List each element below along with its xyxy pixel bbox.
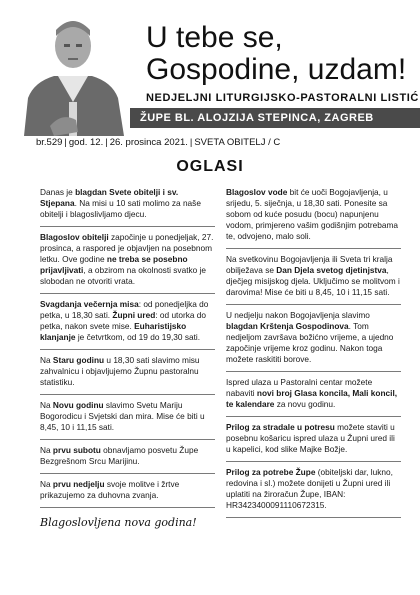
announcement-text — [40, 232, 215, 287]
announcement-text-part: u 18,30 sati slavimo misu zahvalnicu i objavljujemo Župnu pastoralnu statistiku. — [40, 355, 200, 387]
masthead — [0, 0, 420, 158]
announcement-block — [226, 305, 401, 372]
left-announcements — [40, 182, 215, 508]
announcement-block — [226, 182, 401, 249]
announcement-text-part: Na — [40, 400, 53, 410]
right-column — [226, 182, 401, 518]
announcement-text-part: : od ponedjeljka do petka, u 18,30 sati. — [40, 299, 209, 320]
announcement-highlight: Župni ured — [112, 310, 156, 320]
announcement-block — [40, 294, 215, 350]
announcement-text-part: . Na misi u 10 sati molimo za naše obitelji i blagoslivljamo djecu. — [40, 198, 201, 219]
announcement-text-part: Na — [40, 445, 53, 455]
announcement-highlight: blagdan Krštenja Gospodinova — [226, 321, 349, 331]
announcement-highlight: Staru godinu — [52, 355, 105, 365]
announcement-text-part: Ispred ulaza u Pastoralni centar možete nabaviti — [226, 377, 373, 398]
new-year-blessing: Blagoslovljena nova godina! — [40, 516, 197, 529]
announcement-text-part: bit će uoči Bogojavljenja, u srijedu, 5. siječnja, u 18,30 sati. Ponesite sa sobom od kuće posudu (bocu) napunjenu vodom, primjereno vašim godišnjim potrebama te, odvojeno, malo soli. — [226, 187, 399, 241]
announcement-highlight: ne treba se posebno prijavljivati — [40, 254, 188, 275]
feast-name: SVETA OBITELJ / C — [194, 137, 281, 148]
announcement-block — [226, 462, 401, 518]
announcement-text-part: , a obzirom na okolnosti svatko je slobodan ne otvoriti vrata. — [40, 265, 207, 286]
announcement-text-part: svoje molitve i žrtve prikazujemo za duhovna zvanja. — [40, 479, 180, 500]
announcement-text — [226, 187, 401, 242]
announcement-highlight: Prilog za stradale u potresu — [226, 422, 335, 432]
announcement-text-part: . Tom nedjeljom završava božićno vrijeme, a ujedno započinje vrijeme kroz godinu. Nakon toga možete raskititi borove. — [226, 321, 394, 364]
announcement-highlight: Svagdanja večernja misa — [40, 299, 139, 309]
announcement-text — [40, 479, 215, 501]
announcement-text — [40, 400, 215, 433]
title-line-1: U tebe se, — [146, 21, 283, 54]
announcement-text — [40, 355, 215, 388]
announcement-block — [40, 395, 215, 440]
announcement-block — [226, 249, 401, 305]
announcement-text-part: je četvrtkom, od 19 do 19,30 sati. — [75, 332, 201, 342]
title-line-2: Gospodine, uzdam! — [146, 53, 407, 86]
announcement-text — [226, 467, 401, 511]
issue-number: br.529 — [36, 137, 63, 148]
announcement-text-part: obnavljamo posvetu Župe Bezgrešnom Srcu Marijinu. — [40, 445, 199, 466]
year-number: god. 12. — [68, 137, 104, 148]
announcement-highlight: prvu nedjelju — [52, 479, 105, 489]
announcement-text — [40, 187, 215, 220]
section-title: OGLASI — [176, 158, 244, 175]
announcement-block — [40, 440, 215, 474]
announcement-block — [40, 474, 215, 508]
announcement-text-part: možete staviti u posebnu košaricu ispred ulaza u Župni ured ili u kapelici, kod slike Majke Božje. — [226, 422, 395, 454]
announcement-block — [40, 182, 215, 227]
announcement-highlight: Prilog za potrebe Župe — [226, 467, 316, 477]
announcement-block — [226, 372, 401, 417]
announcement-text-part: : od utorka do petka, nakon svete mise. — [40, 310, 207, 331]
announcement-highlight: novi broj Glasa koncila, Mali koncil, te kalendare — [226, 388, 398, 409]
announcement-text — [40, 445, 215, 467]
right-announcements — [226, 182, 401, 518]
announcement-text-part: , dječjeg misijskog djela. Uključimo se molitvom i darovima! Mise će biti u 8,45, 10 i 11,15 sati. — [226, 265, 400, 297]
parish-name-bar: ŽUPE BL. ALOJZIJA STEPINCA, ZAGREB — [130, 108, 420, 128]
announcement-highlight: Blagoslov obitelji — [40, 232, 109, 242]
announcement-text-part: za novu godinu. — [274, 399, 336, 409]
announcement-text — [226, 254, 401, 298]
announcement-text — [226, 310, 401, 365]
announcement-text-part: U nedjelju nakon Bogojavljenja slavimo — [226, 310, 370, 320]
announcement-highlight: Euharistijsko klanjanje — [40, 321, 187, 342]
announcement-text — [226, 377, 401, 410]
announcement-block — [40, 227, 215, 294]
announcement-block — [226, 417, 401, 462]
left-column — [40, 182, 215, 529]
announcement-text-part: Na — [40, 355, 53, 365]
announcement-text — [226, 422, 401, 455]
announcement-highlight: prvu subotu — [52, 445, 101, 455]
subtitle: NEDJELJNI LITURGIJSKO-PASTORALNI LISTIĆ — [146, 92, 419, 104]
announcement-highlight: blagdan Svete obitelji i sv. Stjepana — [40, 187, 179, 208]
announcement-text — [40, 299, 215, 343]
announcement-highlight: Novu godinu — [52, 400, 104, 410]
issue-info-bar: br.529|god. 12.|26. prosinca 2021.|SVETA OBITELJ / C — [36, 137, 281, 148]
announcement-text-part: Na — [40, 479, 53, 489]
announcement-highlight: Dan Djela svetog djetinjstva — [276, 265, 387, 275]
announcement-text-part: Na svetkovinu Bogojavljenja ili Sveta tri kralja obilježava se — [226, 254, 393, 275]
announcement-text-part: slavimo Svetu Mariju Bogorodicu i Svjetski dan mira. Mise će biti u 8,45, 10 i 11,15 sati. — [40, 400, 205, 432]
announcement-block — [40, 350, 215, 395]
announcement-text-part: započinje u ponedjeljak, 27. prosinca, a raspored je objavljen na posebnom letku. Ove godine — [40, 232, 214, 264]
announcement-text-part: (obiteljski dar, lukno, redovina i sl.) možete donijeti u Župni ured ili uplatiti na žiroračun Župe, IBAN: HR3423400091110672315. — [226, 467, 393, 510]
portrait-photo — [14, 6, 132, 136]
announcement-highlight: Blagoslov vode — [226, 187, 288, 197]
announcement-text-part: Danas je — [40, 187, 76, 197]
issue-date: 26. prosinca 2021. — [109, 137, 188, 148]
